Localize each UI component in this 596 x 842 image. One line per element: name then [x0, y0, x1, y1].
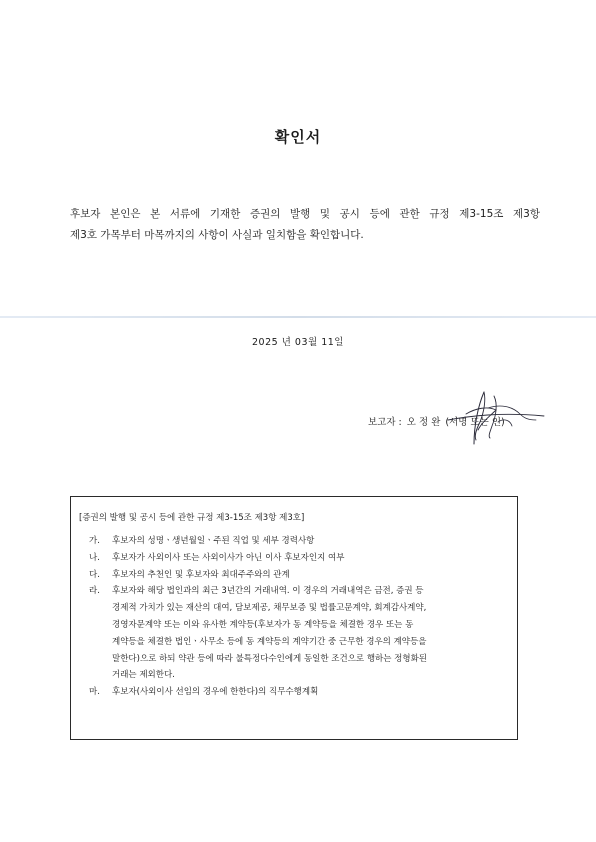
signature-hint: (서명 또는 인): [445, 417, 505, 428]
reporter-label: 보고자 :: [368, 417, 402, 428]
regulation-items: [89, 533, 507, 701]
item-line: 말한다)으로 하되 약관 등에 따라 불특정다수인에게 동일한 조건으로 행하는 정형화된: [112, 653, 428, 664]
regulation-box-title: [증권의 발행 및 공시 등에 관한 규정 제3-15조 제3항 제3호]: [79, 513, 305, 523]
regulation-box: [70, 496, 518, 740]
item-line: 경영자문계약 또는 이와 유사한 계약등(후보자가 동 계약등을 체결한 경우 또는 동: [112, 619, 414, 630]
regulation-item: [89, 684, 507, 701]
item-marker: 다.: [89, 569, 100, 580]
item-line: 후보자(사외이사 선임의 경우에 한한다)의 직무수행계획: [112, 687, 319, 698]
regulation-item: [89, 583, 507, 684]
handwritten-signature: [440, 386, 550, 446]
item-marker: 나.: [89, 552, 100, 563]
item-line: 후보자와 해당 법인과의 최근 3년간의 거래내역. 이 경우의 거래내역은 금전, 증권 등: [112, 586, 424, 597]
reporter-name: 오 정 완: [406, 417, 441, 428]
item-marker: 라.: [89, 586, 100, 597]
regulation-item: [89, 567, 507, 584]
statement-line: 제3호 가목부터 마목까지의 사항이 사실과 일치함을 확인합니다.: [70, 229, 364, 241]
regulation-item: [89, 550, 507, 567]
item-text: [112, 533, 507, 550]
item-line: 거래는 제외한다.: [112, 670, 175, 681]
item-text: [112, 583, 507, 684]
item-text: [112, 550, 507, 567]
confirmation-statement: [70, 204, 540, 246]
item-marker: 마.: [89, 687, 100, 698]
item-text: [112, 684, 507, 701]
regulation-item: [89, 533, 507, 550]
item-line: 경제적 가치가 있는 재산의 대여, 담보제공, 채무보증 및 법률고문계약, 회계감사계약,: [112, 603, 427, 614]
item-marker: 가.: [89, 536, 100, 546]
statement-line: 후보자 본인은 본 서류에 기재한 증권의 발행 및 공시 등에 관한 규정 제3-15조 제3항: [70, 208, 540, 220]
item-line: 후보자가 사외이사 또는 사외이사가 아닌 이사 후보자인지 여부: [112, 552, 345, 563]
document-title: 확인서: [274, 128, 322, 146]
item-line: 후보자의 성명ㆍ생년월일ㆍ주된 직업 및 세부 경력사항: [112, 536, 315, 546]
scan-divider: [0, 316, 596, 318]
document-date: 2025 년 03월 11일: [252, 337, 344, 348]
item-line: 계약등을 체결한 법인ㆍ사무소 등에 동 계약등의 계약기간 중 근무한 경우의 계약등을: [112, 636, 427, 647]
item-text: [112, 567, 507, 584]
item-line: 후보자의 추천인 및 후보자와 최대주주와의 관계: [112, 569, 290, 580]
